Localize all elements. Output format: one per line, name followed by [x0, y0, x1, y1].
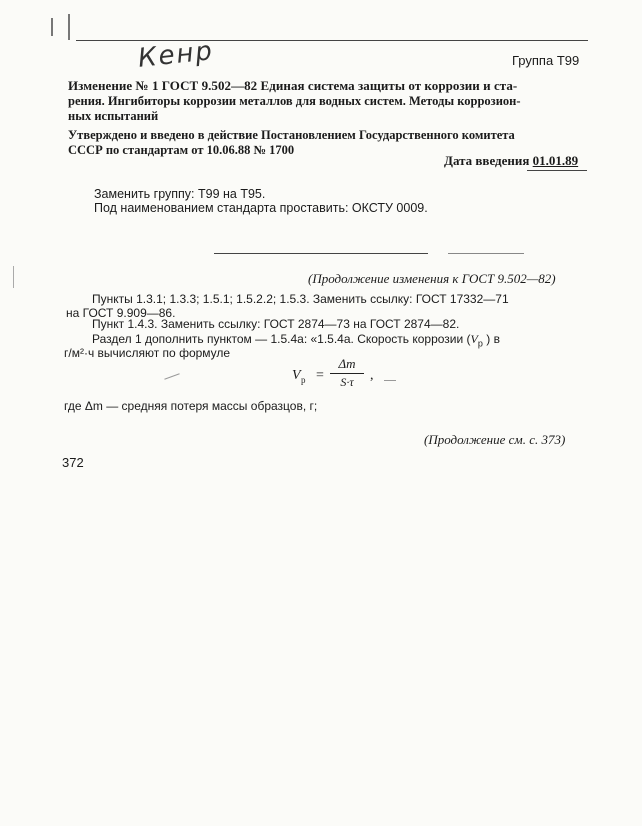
continued-note: (Продолжение см. с. 373) [424, 432, 566, 447]
top-rule [76, 40, 588, 41]
scan-mark [51, 18, 53, 36]
date-value: 01.01.89 [532, 153, 579, 168]
paragraph-1-line-1: Пункты 1.3.1; 1.3.3; 1.5.1; 1.5.2.2; 1.5.3. Заменить ссылку: ГОСТ 17332—71 [92, 292, 509, 306]
group-label: Группа Т99 [512, 53, 580, 68]
paragraph-3-close: ) в [486, 332, 500, 346]
fraction-bar [330, 373, 364, 374]
formula-lhs: V [292, 368, 301, 383]
formula-numerator: Δm [338, 356, 356, 371]
formula-comma: , [370, 368, 374, 383]
paragraph-2: Пункт 1.4.3. Заменить ссылку: ГОСТ 2874—73 на ГОСТ 2874—82. [92, 317, 460, 331]
formula-fraction [330, 356, 364, 390]
paragraph-3-text: Раздел 1 дополнить пунктом — 1.5.4а: «1.5.4а. Скорость коррозии ( [92, 332, 471, 346]
title-line-1: Изменение № 1 ГОСТ 9.502—82 Единая система защиты от коррозии и ста- [68, 78, 518, 93]
title-line-2: рения. Ингибиторы коррозии металлов для водных систем. Методы коррозион- [68, 94, 521, 108]
instruction-line-1: Заменить группу: Т99 на Т95. [94, 187, 266, 201]
where-line: где Δm — средняя потеря массы образцов, г; [64, 399, 318, 413]
paragraph-1-line-2: на ГОСТ 9.909—86. [66, 306, 176, 320]
scan-mark [13, 266, 14, 288]
page-number: 372 [62, 455, 84, 470]
date-underline [527, 170, 587, 171]
handwritten-note: Кенр [136, 36, 216, 74]
scan-mark [164, 373, 179, 379]
corrosion-rate-sub: р [477, 338, 483, 349]
approval-line-1: Утверждено и введено в действие Постановлением Государственного комитета [68, 128, 515, 142]
scan-mark [68, 14, 70, 40]
section-divider-right [448, 253, 524, 254]
formula-lhs-sub: р [301, 375, 306, 385]
scan-mark [384, 380, 396, 381]
instruction-line-2: Под наименованием стандарта проставить: ОКСТУ 0009. [94, 201, 428, 215]
formula-equals: = [316, 368, 324, 383]
title-line-3: ных испытаний [68, 109, 159, 123]
continuation-header: (Продолжение изменения к ГОСТ 9.502—82) [308, 271, 556, 286]
corrosion-rate-var: V [470, 332, 478, 346]
paragraph-3-line-2: г/м²·ч вычисляют по формуле [64, 346, 231, 360]
section-divider [214, 253, 428, 254]
approval-line-2: СССР по стандартам от 10.06.88 № 1700 [68, 143, 295, 157]
formula-denominator: S·τ [340, 375, 354, 389]
effective-date [444, 153, 578, 169]
date-label: Дата введения [444, 153, 530, 168]
